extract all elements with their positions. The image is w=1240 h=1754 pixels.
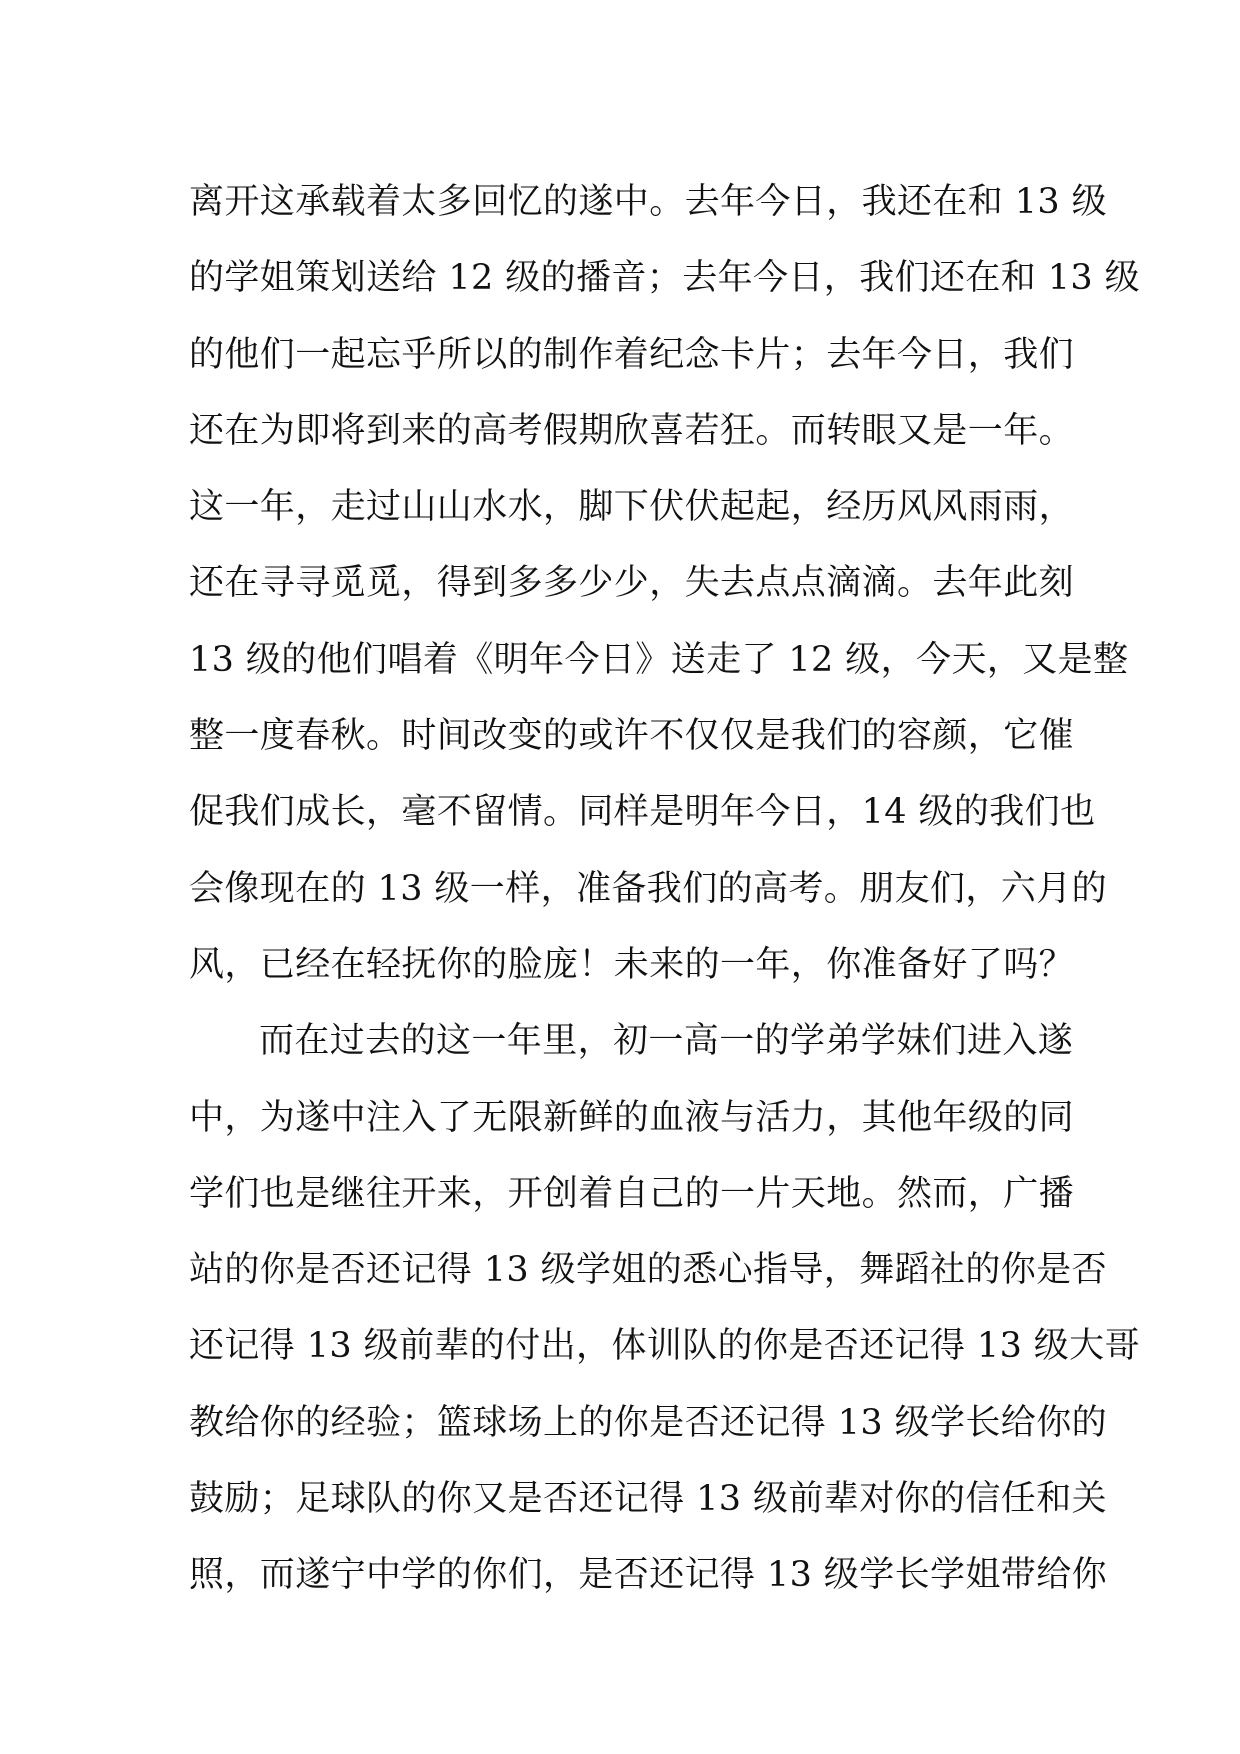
text-line: 还在寻寻觅觅，得到多多少少，失去点点滴滴。去年此刻 <box>189 563 1075 604</box>
text-line: 学们也是继往开来，开创着自己的一片天地。然而，广播 <box>189 1173 1075 1214</box>
text-line: 会像现在的 13 级一样，准备我们的高考。朋友们，六月的 <box>189 868 1107 909</box>
text-line: 促我们成长，毫不留情。同样是明年今日，14 级的我们也 <box>189 792 1096 833</box>
text-line: 还在为即将到来的高考假期欣喜若狂。而转眼又是一年。 <box>189 410 1075 451</box>
text-line: 的学姐策划送给 12 级的播音；去年今日，我们还在和 13 级 <box>189 258 1140 299</box>
text-line: 还记得 13 级前辈的付出，体训队的你是否还记得 13 级大哥 <box>189 1326 1140 1367</box>
text-line: 站的你是否还记得 13 级学姐的悉心指导，舞蹈社的你是否 <box>189 1250 1107 1291</box>
text-line: 离开这承载着太多回忆的遂中。去年今日，我还在和 13 级 <box>189 182 1107 222</box>
text-line: 风，已经在轻抚你的脸庞！未来的一年，你准备好了吗？ <box>189 944 1075 985</box>
text-line: 这一年，走过山山水水，脚下伏伏起起，经历风风雨雨， <box>189 487 1075 528</box>
body-text <box>189 172 1140 1622</box>
paragraph-start-line: 而在过去的这一年里，初一高一的学弟学妹们进入遂 <box>259 1021 1074 1062</box>
text-line: 鼓励；足球队的你又是否还记得 13 级前辈对你的信任和关 <box>189 1479 1107 1520</box>
text-line: 教给你的经验；篮球场上的你是否还记得 13 级学长给你的 <box>189 1402 1107 1443</box>
text-line: 13 级的他们唱着《明年今日》送走了 12 级，今天，又是整 <box>189 639 1129 680</box>
text-line: 整一度春秋。时间改变的或许不仅仅是我们的容颜，它催 <box>189 716 1075 757</box>
text-line: 的他们一起忘乎所以的制作着纪念卡片；去年今日，我们 <box>189 334 1075 375</box>
text-line: 中，为遂中注入了无限新鲜的血液与活力，其他年级的同 <box>189 1097 1075 1138</box>
text-line: 照，而遂宁中学的你们，是否还记得 13 级学长学姐带给你 <box>189 1555 1107 1596</box>
